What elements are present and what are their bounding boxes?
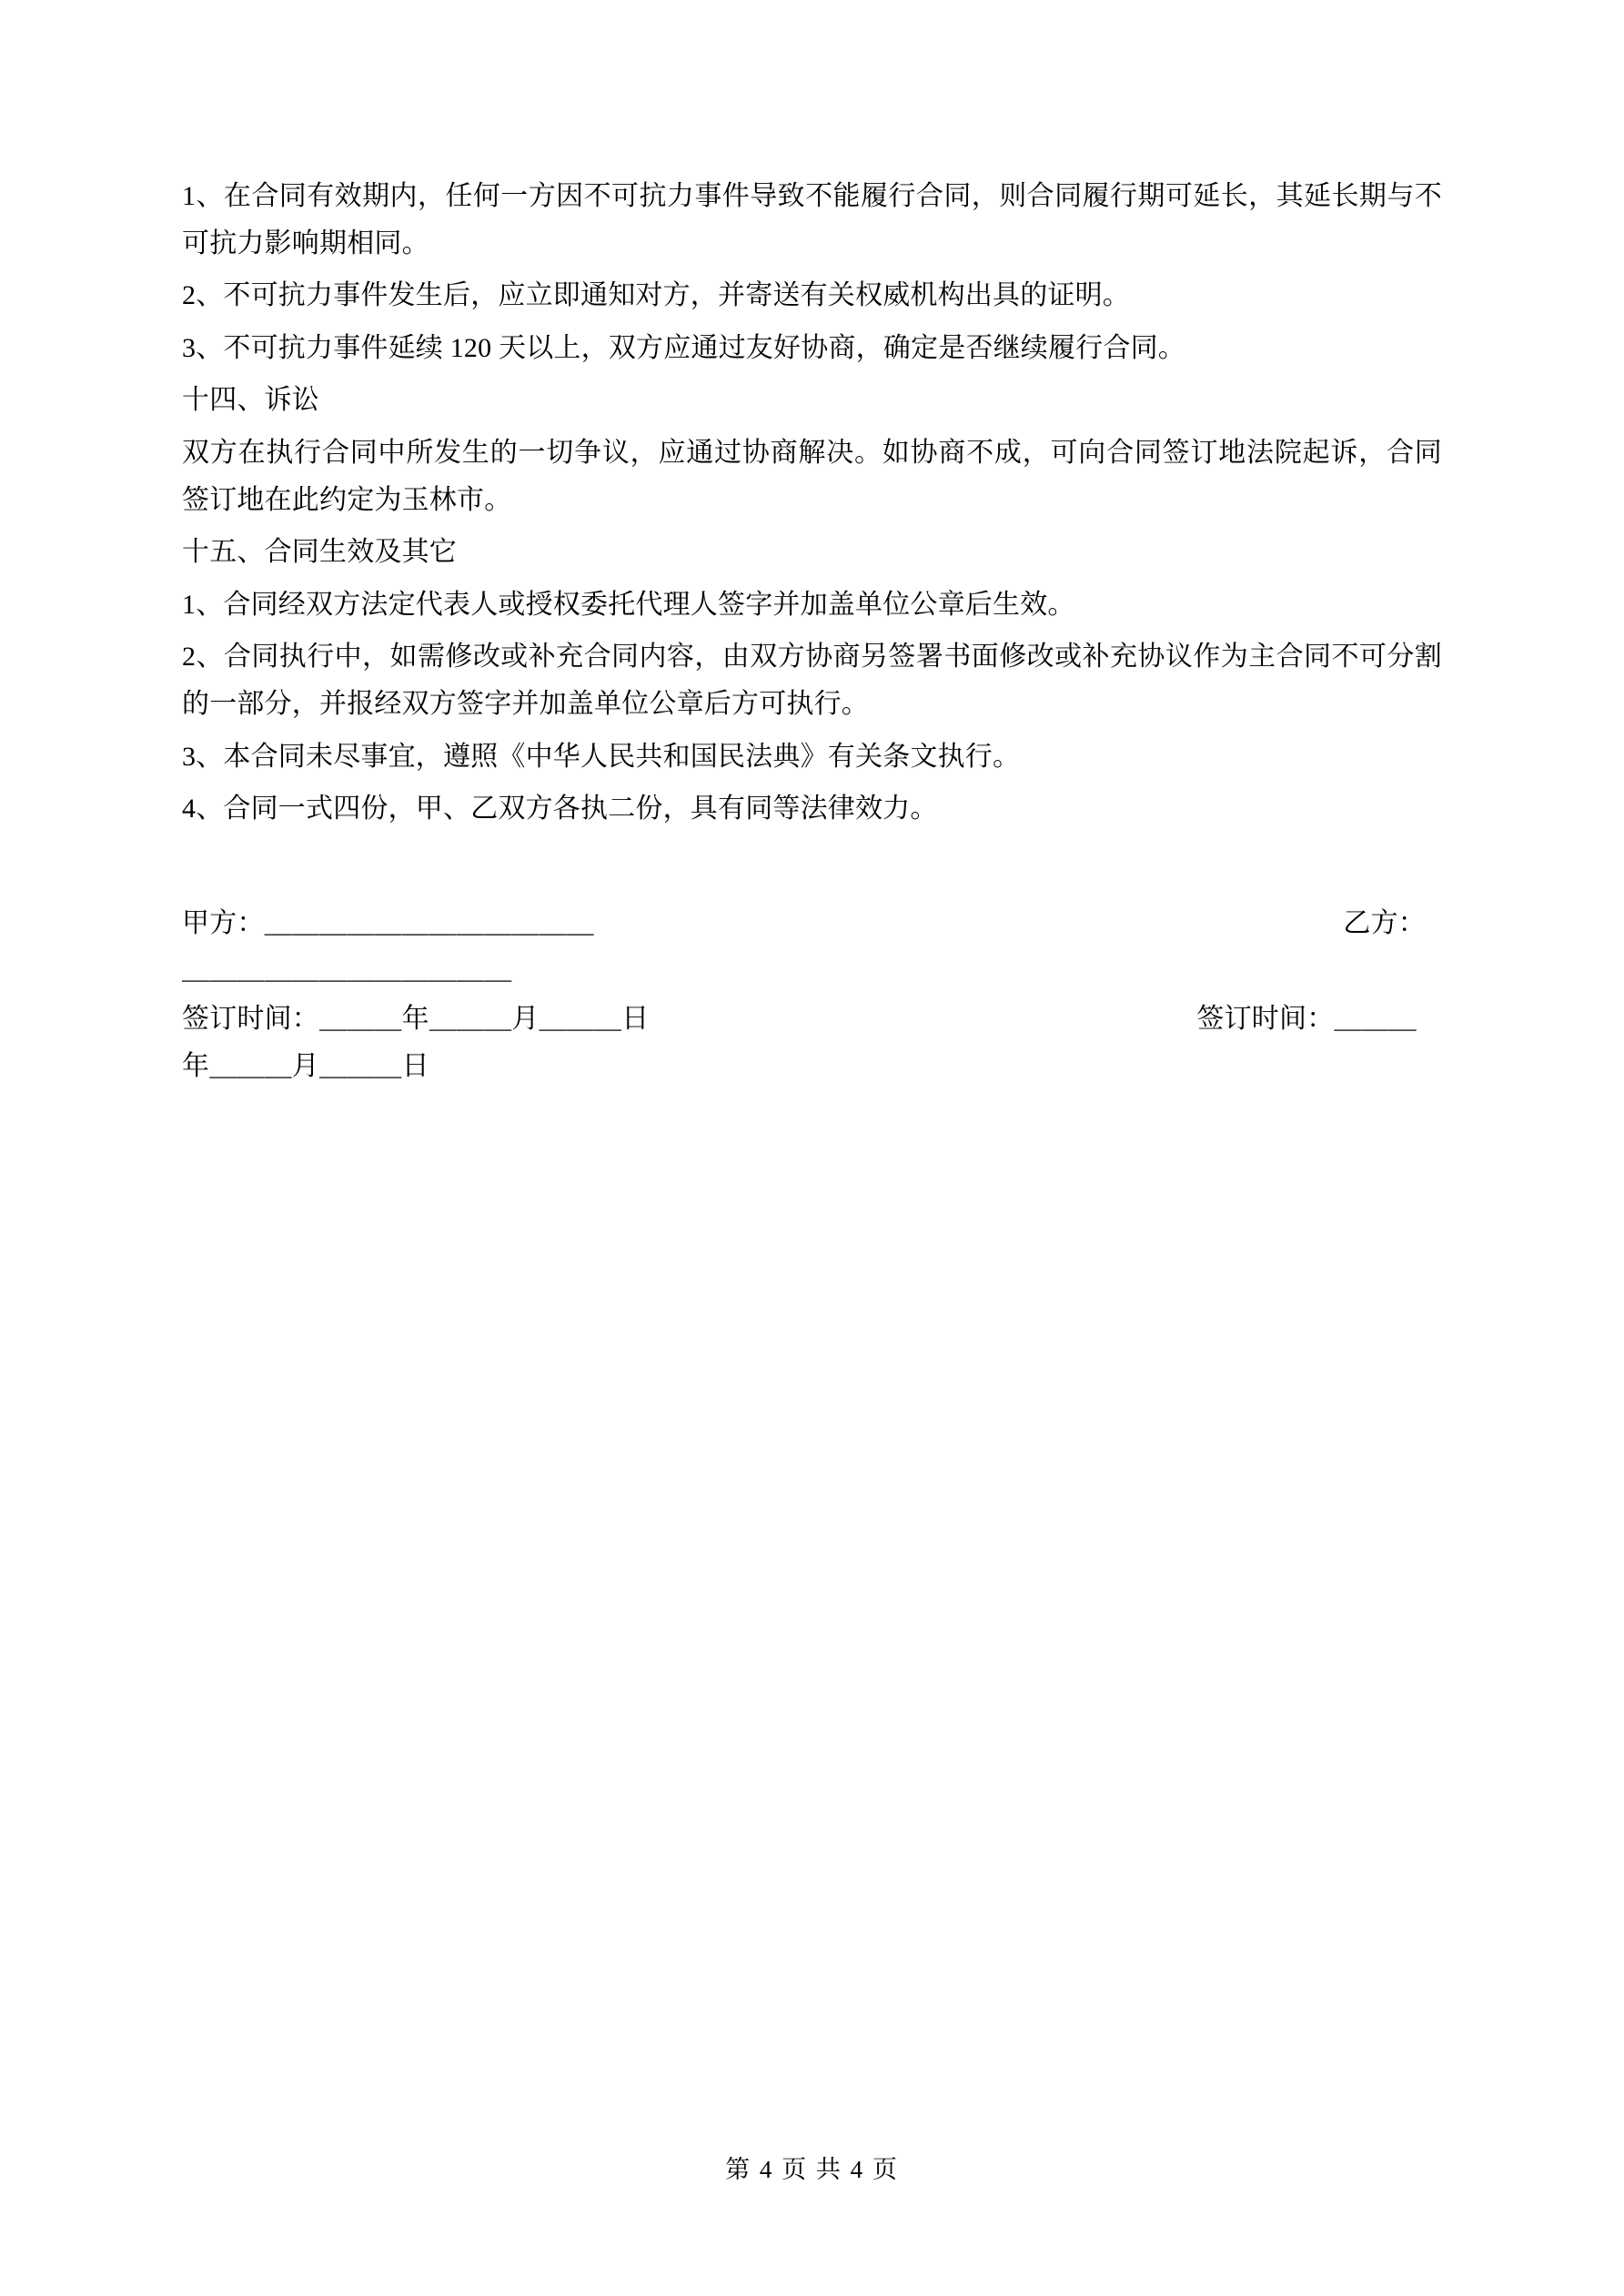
- clause-paragraph: 3、不可抗力事件延续 120 天以上，双方应通过友好协商，确定是否继续履行合同。: [182, 332, 1185, 363]
- party-b-signature-line: ＿＿＿＿＿＿＿＿＿＿＿＿: [182, 955, 512, 986]
- clause-paragraph: 2、不可抗力事件发生后，应立即通知对方，并寄送有关权威机构出具的证明。: [182, 280, 1130, 311]
- party-b-date-line-cont: 年＿＿＿月＿＿＿日: [182, 1050, 429, 1081]
- clause-paragraph: 1、合同经双方法定代表人或授权委托代理人签字并加盖单位公章后生效。: [182, 589, 1075, 620]
- document-body: [182, 173, 1442, 1089]
- section-heading: 十五、合同生效及其它: [182, 537, 457, 568]
- party-a-date-line: 签订时间：＿＿＿年＿＿＿月＿＿＿日: [182, 1003, 650, 1034]
- page-footer: 第 4 页 共 4 页: [725, 2156, 899, 2183]
- clause-paragraph: 双方在执行合同中所发生的一切争议，应通过协商解决。如协商不成，可向合同签订地法院起诉，合同签订地在此约定为玉林市。: [182, 437, 1442, 515]
- party-b-signature-label: 乙方：: [1343, 907, 1426, 938]
- party-b-date-line: 签订时间：＿＿＿: [1196, 1003, 1417, 1034]
- signature-date-row: [182, 996, 1442, 1043]
- signature-row: [182, 900, 1442, 947]
- signature-spacer: [182, 838, 1442, 900]
- clause-paragraph: 4、合同一式四份，甲、乙双方各执二份，具有同等法律效力。: [182, 794, 938, 824]
- clause-paragraph: 2、合同执行中，如需修改或补充合同内容，由双方协商另签署书面修改或补充协议作为主合同不可分割的一部分，并报经双方签字并加盖单位公章后方可执行。: [182, 642, 1442, 719]
- party-a-signature-line: 甲方：＿＿＿＿＿＿＿＿＿＿＿＿: [182, 907, 594, 938]
- clause-paragraph: 1、在合同有效期内，任何一方因不可抗力事件导致不能履行合同，则合同履行期可延长，其延长期与不可抗力影响期相同。: [182, 181, 1442, 258]
- section-heading: 十四、诉讼: [182, 385, 319, 416]
- clause-paragraph: 3、本合同未尽事宜，遵照《中华人民共和国民法典》有关条文执行。: [182, 741, 1021, 772]
